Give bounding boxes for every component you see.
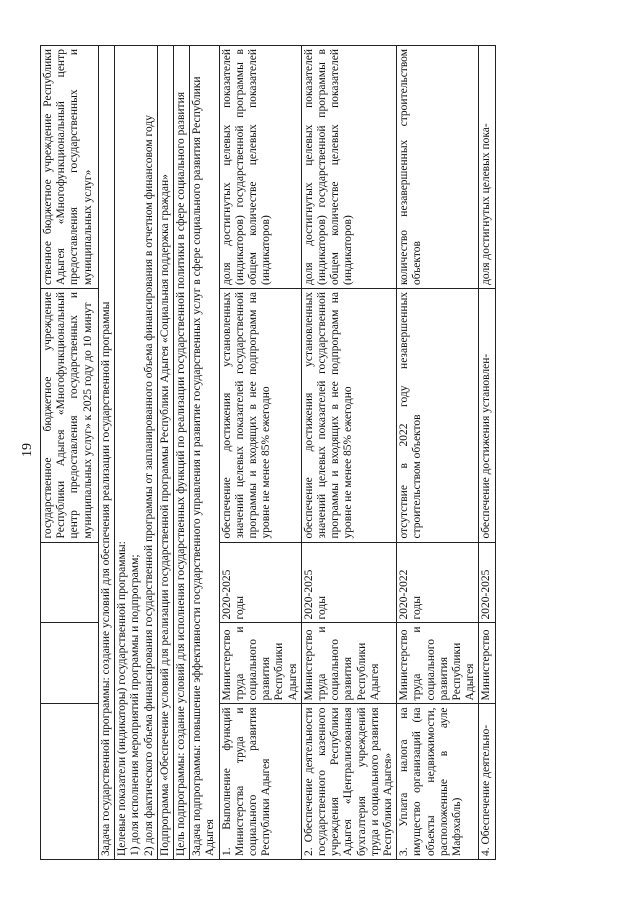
indicators-cell [115, 46, 158, 860]
table-row [479, 46, 495, 860]
subtask-row [190, 46, 219, 860]
task-cell: Задача государственной программы: создание условий для обеспечения реализации государственной программы [99, 46, 115, 860]
executor-cell: Министерство [479, 623, 495, 704]
indicator-item: 1) доля исполнения мероприятий программы и подпрограмм; [129, 554, 142, 856]
indicators-title: Целевые показатели (индикаторы) государственной программы: [116, 541, 129, 856]
executor-cell: Министерство труда и социального развития Республики Адыгея [301, 623, 396, 704]
measure-cell: 4. Обеспечение деятельно- [479, 704, 495, 860]
program-table [40, 45, 496, 860]
result-cell: отсутствие в 2022 году незавершенных строительством объектов [397, 288, 479, 542]
document-sheet [40, 45, 590, 860]
result-cell: обеспечение достижения установленных значений целевых показателей государственной программы и входящих в нее подпрограмм на уровне не менее 85% ежегодно [301, 288, 396, 542]
period-cell: 2020-2022 годы [397, 542, 479, 623]
measure-cell: 3. Уплата налога на имущество организаций (на объекты недвижимости, расположенные в ауле Мафэхабль) [397, 704, 479, 860]
indicators-row [115, 46, 158, 860]
table-cell: государственное бюджетное учреждение Республики Адыгея «Многофункциональный центр предоставления государственных и муниципальных услуг» к 2025 году до 10 минут [41, 288, 99, 542]
indicator-item: 2) доля фактического объема финансирования государственной программы от запланированного объема финансирования в отчетном финансовом году [142, 115, 155, 856]
task-row [99, 46, 115, 860]
period-cell: 2020-2025 годы [301, 542, 396, 623]
executor-cell: Министерство труда и социального развития Республики Адыгея [219, 623, 301, 704]
measure-cell: 1. Выполнение функций Министерства труда и социального развития Республики Адыгея [219, 704, 301, 860]
indicator-cell: доля достигнутых целевых показателей (индикаторов) государственной программы в общем количестве целевых показателей (индикаторов) [219, 46, 301, 289]
subtask-cell: Задача подпрограммы: повышение эффективности государственного управления и развитие государственных услуг в сфере социального развития Республики Адыгея [190, 46, 219, 860]
indicator-cell: доля достигнутых целевых показателей (индикаторов) государственной программы в общем количестве целевых показателей (индикаторов) [301, 46, 396, 289]
table-cell: ственное бюджетное учреждение Республики Адыгея «Многофункциональный центр предоставления государственных и муниципальных услуг» [41, 46, 99, 289]
period-cell: 2020-2025 годы [219, 542, 301, 623]
table-cell [41, 623, 99, 704]
measure-cell: 2. Обеспечение деятельности государственного казенного учреждения Республики Адыгея «Централизованная бухгалтерия учреждений труда и социального развития Республики Адыгея» [301, 704, 396, 860]
table-cell [41, 542, 99, 623]
goal-cell: Цель подпрограммы: создание условий для исполнения государственных функций по реализации государственной политики в сфере социального развития [174, 46, 190, 860]
result-cell: обеспечение достижения установлен- [479, 288, 495, 542]
table-row [41, 46, 99, 860]
table-row [219, 46, 301, 860]
result-cell: обеспечение достижения установленных значений целевых показателей государственной программы и входящих в нее подпрограмм на уровне не менее 85% ежегодно [219, 288, 301, 542]
executor-cell: Министерство труда и социального развития Республики Адыгея [397, 623, 479, 704]
period-cell: 2020-2025 [479, 542, 495, 623]
goal-row [174, 46, 190, 860]
indicator-cell: доля достигнутых целевых пока- [479, 46, 495, 289]
subprogram-row [157, 46, 173, 860]
table-row [301, 46, 396, 860]
page-number: 19 [20, 443, 35, 457]
indicator-cell: количество незавершенных строительством объектов [397, 46, 479, 289]
subprogram-cell: Подпрограмма «Обеспечение условий для реализации государственной программы Республики Адыгея «Социальная поддержка граждан» [157, 46, 173, 860]
table-cell [41, 704, 99, 860]
table-row [397, 46, 479, 860]
